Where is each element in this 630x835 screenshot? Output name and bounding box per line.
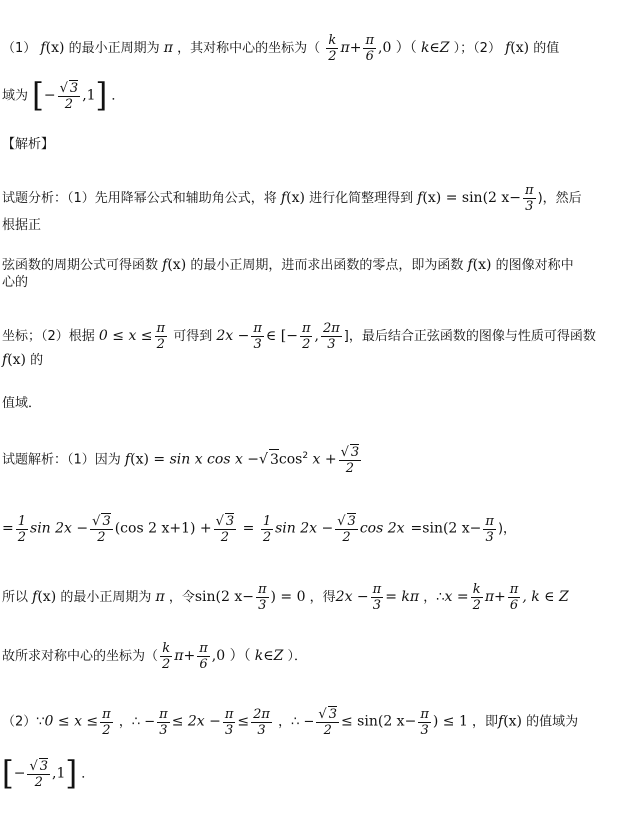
answer-line-2: 域为 [− $\frac{√ 3}{2}$ ,1] ． bbox=[2, 76, 125, 115]
left-bracket-icon: [ bbox=[32, 76, 44, 115]
solution-line-4: 故所求对称中心的坐标为（ $\frac{k}{2}$ π+ $\frac{\pi}{6}$ ,0 ）（ k∈Z ）． bbox=[2, 641, 307, 672]
pi-symbol: π bbox=[163, 40, 173, 56]
fraction-pi-over-6: $\frac{\pi}{6}$ bbox=[365, 33, 374, 64]
left-bracket-icon: [ bbox=[2, 754, 14, 793]
analysis-line-4: 心的 bbox=[2, 275, 29, 290]
analysis-line-1: 试题分析：（1）先用降幂公式和辅助角公式，将 f(x) 进行化简整理得到 f(x) = sin(2 x− $\frac{\pi}{3}$ )，然后 bbox=[2, 183, 582, 214]
analysis-heading: 【解析】 bbox=[2, 137, 55, 152]
answer-line-1: （1） f(x) 的最小正周期为 π ，其对称中心的坐标为（ $\frac{k}{2}$ π+ $\frac{\pi}{6}$ ,0 ）（ k∈Z ）；（2） f(x) 的值 bbox=[2, 33, 560, 64]
k-in-z: k∈Z bbox=[420, 40, 450, 56]
analysis-line-3: 弦函数的周期公式可得函数 f(x) 的最小正周期，进而求出函数的零点，即为函数 f(x) 的图像对称中 bbox=[2, 257, 574, 273]
analysis-line-6: f(x) 的 bbox=[2, 352, 44, 368]
center-text: ，其对称中心的坐标为（ bbox=[177, 41, 321, 56]
domain-text: 域为 bbox=[2, 88, 29, 104]
analysis-line-2: 根据正 bbox=[2, 218, 42, 233]
solution-line-5: （2）∵0 ≤ x ≤ $\frac{\pi}{2}$ ，∴ − $\frac{\pi}{3}$ ≤ 2x − $\frac{\pi}{3}$ ≤ $\frac{2\pi}{3}$ ，∴ − $\frac{√ 3}{2}$ ≤ sin(2 x− $\frac{\pi}{3}$ ) ≤ 1 ，即f(x) 的值域为 bbox=[2, 706, 579, 738]
fraction-sqrt3-over-2: $\frac{√ 3}{2}$ bbox=[59, 81, 79, 112]
analysis-line-5: 坐标；（2）根据 0 ≤ x ≤ $\frac{\pi}{2}$ 可得到 2x − $\frac{\pi}{3}$ ∈ [− $\frac{\pi}{2}$ , $\frac{2\pi}{3}$ ]，最后结合正弦函数的图像与性质可得函数 bbox=[2, 321, 596, 352]
right-bracket-icon: ] bbox=[95, 76, 108, 115]
fx-arg: (x) bbox=[45, 40, 65, 56]
solution-line-2: = $\frac{1}{2}$ sin 2x − $\frac{√ 3}{2}$ (cos 2 x+1) + $\frac{√ 3}{2}$ = $\frac{1}{2}$ sin 2x − $\frac{√ 3}{2}$ cos 2x =sin(2 x− $\frac{\pi}{3}$ )， bbox=[2, 513, 517, 545]
solution-line-6: [− $\frac{√ 3}{2}$ ,1] ． bbox=[2, 754, 95, 793]
fx-symbol: f bbox=[40, 40, 46, 56]
fraction-k-over-2: $\frac{k}{2}$ bbox=[328, 33, 337, 64]
analysis-line-7: 值域． bbox=[2, 396, 42, 411]
right-bracket-icon: ] bbox=[65, 754, 78, 793]
solution-line-3: 所以 f(x) 的最小正周期为 π ，令sin(2 x− $\frac{\pi}{3}$ ) = 0 ，得2x − $\frac{\pi}{3}$ = kπ ，∴x = $\frac{k}{2}$ π+ $\frac{\pi}{6}$ , k ∈ Z bbox=[2, 582, 569, 613]
fraction-pi-over-3: $\frac{\pi}{3}$ bbox=[525, 183, 534, 214]
period-text: 的最小正周期为 bbox=[68, 41, 160, 56]
solution-line-1: 试题解析：（1）因为 f(x) = sin x cos x −√ $3\cos^2$ x + $\frac{√ 3}{2}$ bbox=[2, 445, 360, 476]
part1-label: （1） bbox=[2, 41, 37, 56]
